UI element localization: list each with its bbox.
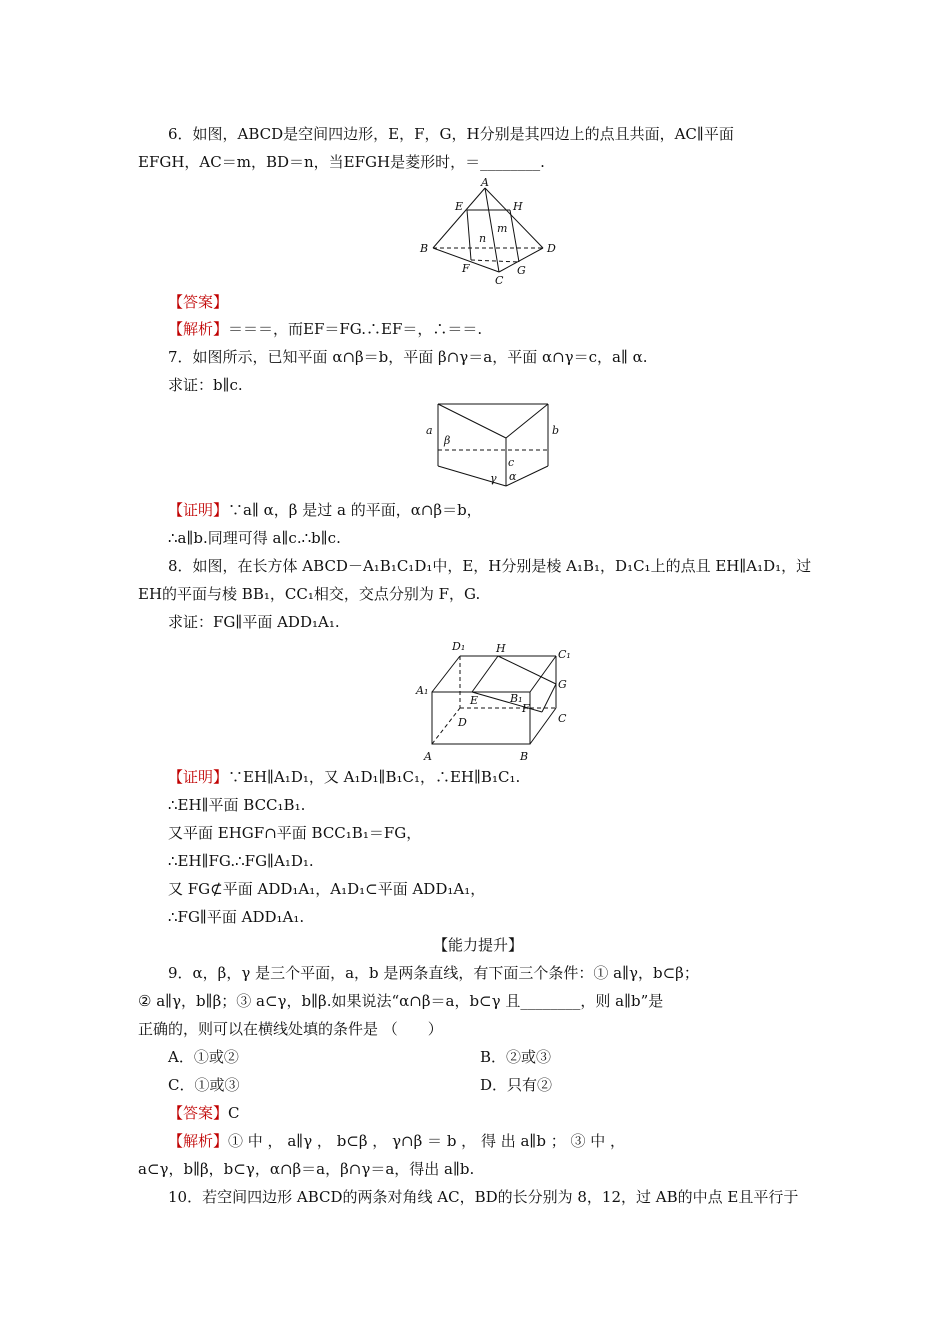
label-a: a xyxy=(426,424,433,437)
q6-line2: EFGH，AC＝m，BD＝n，当EFGH是菱形时，＝________. xyxy=(138,153,545,171)
analysis-text: ＝＝＝，而EF＝FG.∴EF＝，∴＝＝. xyxy=(228,320,483,338)
label-b: b xyxy=(552,424,560,437)
analysis-9-line1 xyxy=(168,1131,848,1151)
label-B1: B₁ xyxy=(510,692,523,705)
option-a: A．①或② xyxy=(168,1048,239,1066)
analysis-6 xyxy=(168,319,848,339)
proof-text: ∵EH∥A₁D₁，又 A₁D₁∥B₁C₁，∴EH∥B₁C₁. xyxy=(228,768,521,786)
label-H: H xyxy=(496,642,506,655)
answer-6 xyxy=(168,292,848,312)
label-C: C xyxy=(495,274,504,287)
proof-8-line5: 又 FG⊄平面 ADD₁A₁，A₁D₁⊂平面 ADD₁A₁， xyxy=(168,880,486,898)
figure-three-planes xyxy=(420,398,570,490)
proof-8-line3: 又平面 EHGF∩平面 BCC₁B₁＝FG， xyxy=(168,824,422,842)
q8-line1: 8．如图，在长方体 ABCD－A₁B₁C₁D₁中，E，H分别是棱 A₁B₁，D₁C₁上的点且 EH∥A₁D₁，过 xyxy=(168,557,812,575)
proof-8-line1 xyxy=(168,767,848,787)
q6-line1: 6．如图，ABCD是空间四边形，E，F，G，H分别是其四边上的点且共面，AC∥平面 xyxy=(168,125,734,143)
proof-7-line1 xyxy=(168,500,848,520)
label-n: n xyxy=(479,232,487,245)
label-C: C xyxy=(558,712,567,725)
label-G: G xyxy=(558,678,567,691)
answer-tag: 【答案】 xyxy=(168,1104,229,1122)
figure-tetrahedron xyxy=(415,176,565,288)
proof-tag: 【证明】 xyxy=(168,501,229,519)
label-G: G xyxy=(517,264,526,277)
option-d: D．只有② xyxy=(480,1076,553,1094)
label-H: H xyxy=(513,200,523,213)
label-A: A xyxy=(481,176,489,189)
q10-line1: 10．若空间四边形 ABCD的两条对角线 AC，BD的长分别为 8，12，过 AB的中点 E且平行于 xyxy=(168,1188,799,1206)
option-b: B．②或③ xyxy=(480,1048,552,1066)
answer-9 xyxy=(168,1103,848,1123)
label-A1: A₁ xyxy=(416,684,429,697)
answer-tag: 【答案】 xyxy=(168,293,229,311)
analysis-tag: 【解析】 xyxy=(168,1132,229,1150)
section-heading: 【能力提升】 xyxy=(432,936,523,954)
q7-line2: 求证：b∥c. xyxy=(168,376,243,394)
proof-8-line6: ∴FG∥平面 ADD₁A₁. xyxy=(168,908,305,926)
label-D: D xyxy=(547,242,556,255)
proof-tag: 【证明】 xyxy=(168,768,229,786)
figure-cuboid xyxy=(410,636,580,764)
q7-line1: 7．如图所示，已知平面 α∩β＝b，平面 β∩γ＝a，平面 α∩γ＝c，a∥ α. xyxy=(168,348,648,366)
label-A: A xyxy=(424,750,432,763)
q8-line3: 求证：FG∥平面 ADD₁A₁. xyxy=(168,613,340,631)
label-m: m xyxy=(497,222,508,235)
label-gamma: γ xyxy=(490,472,497,485)
answer-text: C xyxy=(228,1104,240,1122)
label-F: F xyxy=(462,262,470,275)
label-B: B xyxy=(520,750,529,763)
label-alpha: α xyxy=(509,470,517,483)
q9-line1: 9．α，β，γ 是三个平面，a，b 是两条直线，有下面三个条件：① a∥γ，b⊂β； xyxy=(168,964,699,982)
proof-7-line2: ∴a∥b.同理可得 a∥c.∴b∥c. xyxy=(168,529,341,547)
label-C1: C₁ xyxy=(558,648,571,661)
label-D1: D₁ xyxy=(452,640,466,653)
q9-line3: 正确的，则可以在横线处填的条件是 （ ） xyxy=(138,1020,443,1038)
q9-line2: ② a∥γ，b∥β；③ a⊂γ，b∥β.如果说法“α∩β＝a，b⊂γ 且________，则 a∥b”是 xyxy=(138,992,664,1010)
label-D: D xyxy=(458,716,467,729)
analysis-text: ① 中 ， a∥γ ， b⊂β ， γ∩β ＝ b ， 得 出 a∥b ； ③ 中 ， xyxy=(228,1132,626,1150)
label-F: F xyxy=(522,702,530,715)
label-E: E xyxy=(455,200,464,213)
analysis-9-line2: a⊂γ，b∥β，b⊂γ，α∩β＝a，β∩γ＝a，得出 a∥b. xyxy=(138,1160,475,1178)
proof-text: ∵a∥ α，β 是过 a 的平面，α∩β＝b， xyxy=(228,501,482,519)
proof-8-line2: ∴EH∥平面 BCC₁B₁. xyxy=(168,796,306,814)
label-c: c xyxy=(508,456,515,469)
label-E: E xyxy=(470,694,479,707)
label-beta: β xyxy=(444,434,451,447)
analysis-tag: 【解析】 xyxy=(168,320,229,338)
proof-8-line4: ∴EH∥FG.∴FG∥A₁D₁. xyxy=(168,852,314,870)
q8-line2: EH的平面与棱 BB₁，CC₁相交，交点分别为 F，G. xyxy=(138,585,481,603)
option-c: C．①或③ xyxy=(168,1076,240,1094)
label-B: B xyxy=(420,242,429,255)
